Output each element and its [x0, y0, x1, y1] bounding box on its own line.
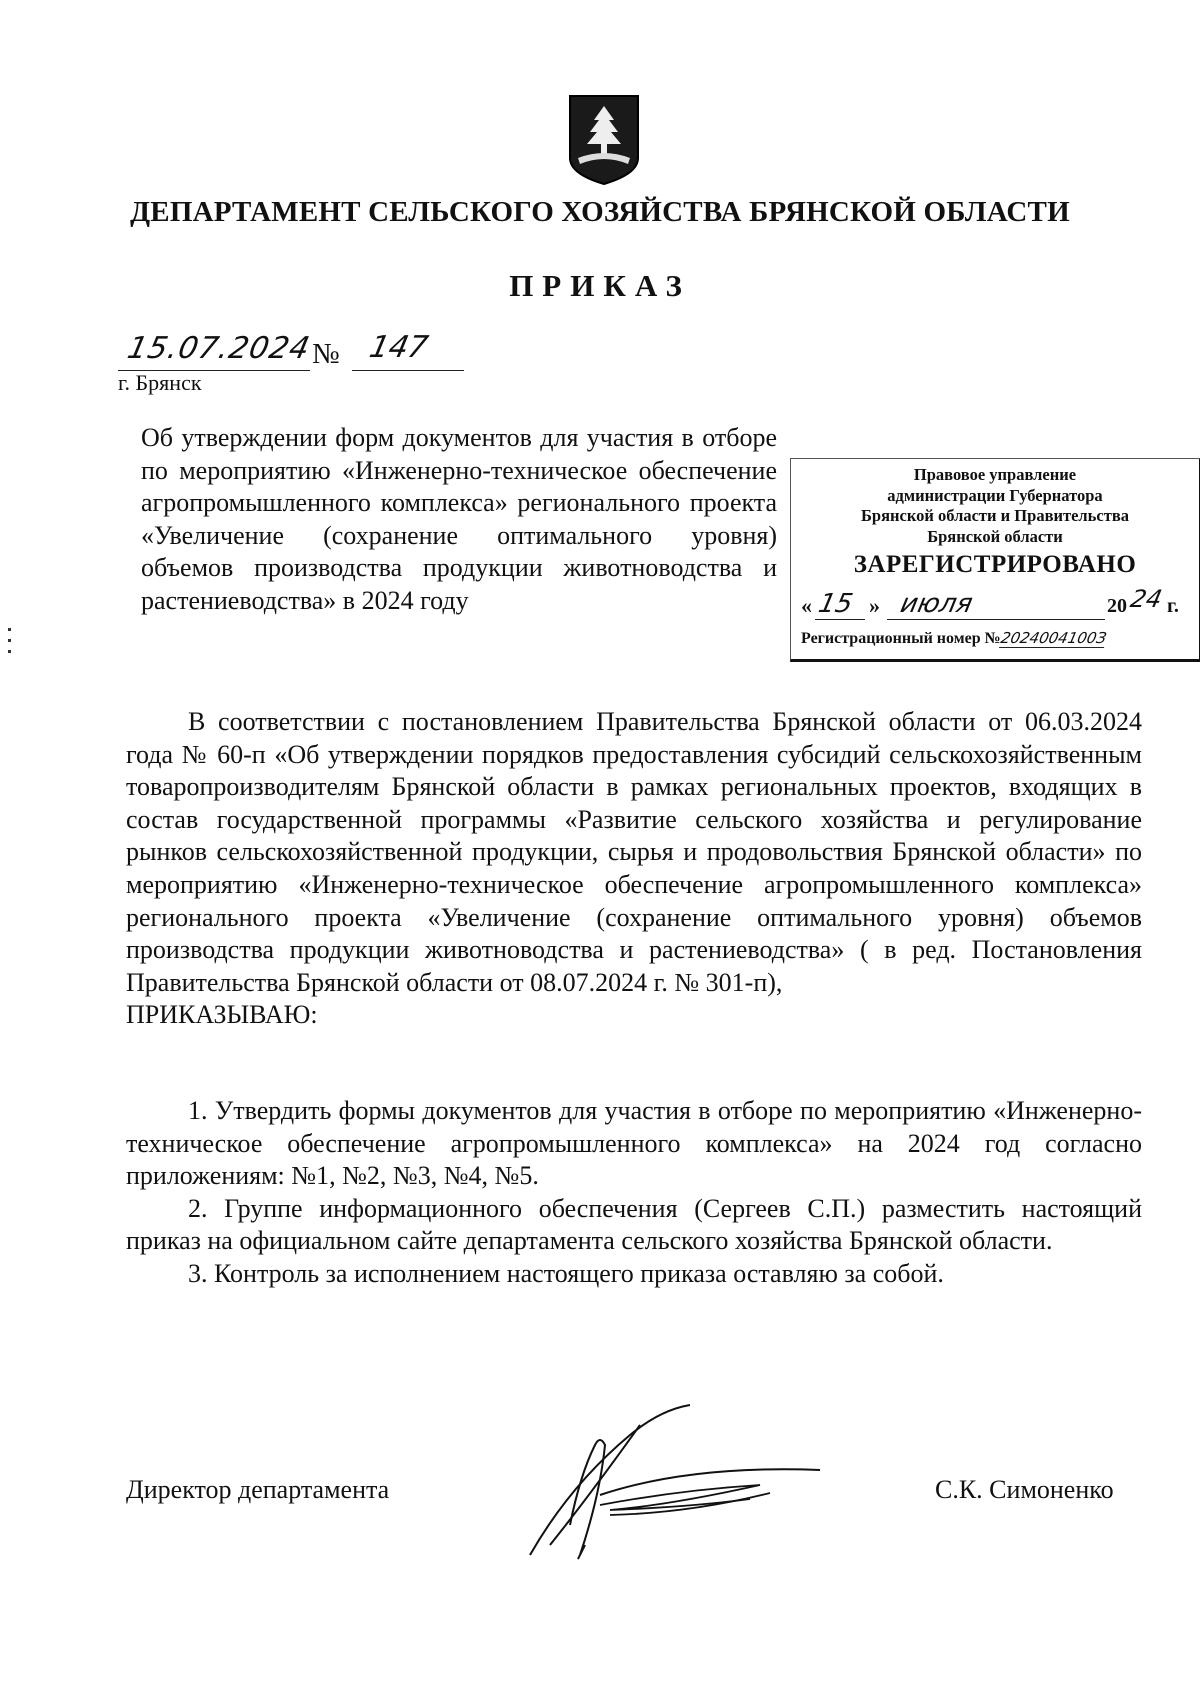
order-item: 1. Утвердить формы документов для участия в отборе по мероприятию «Инженерно-техническое обеспечение агропромышленного комплекса» на 2024 год согласно приложениям: №1, №2, №3, №4, №5.	[126, 1096, 1142, 1191]
stamp-registration-number: Регистрационный номер №2024004100З	[801, 629, 1108, 647]
city: г. Брянск	[118, 370, 202, 395]
stamp-registered: ЗАРЕГИСТРИРОВАНО	[853, 551, 1137, 578]
order-item: 2. Группе информационного обеспечения (Сергеев С.П.) разместить настоящий приказ на официальном сайте департамента сельского хозяйства Брянской области.	[126, 1193, 1142, 1256]
department-name: ДЕПАРТАМЕНТ СЕЛЬСКОГО ХОЗЯЙСТВА БРЯНСКОЙ ОБЛАСТИ	[130, 196, 1070, 228]
stamp-year: 24	[1128, 585, 1165, 613]
order-number-label: №	[312, 338, 340, 370]
preamble: В соответствии с постановлением Правительства Брянской области от 06.03.2024 года № 60-п «Об утверждении порядков предоставления субсидий сельскохозяйственным товаропроизводителям Брянской области в рамках региональных проектов, входящих в состав государственной программы «Развитие сельского хозяйства и регулирование рынков сельскохозяйственной продукции, сырья и продовольствия Брянской области» по мероприятию «Инженерно-техническое обеспечение агропромышленного комплекса» регионального проекта «Увеличение (сохранение оптимального уровня) объемов производства продукции животноводства и растениеводства» ( в ред. Постановления Правительства Брянской области от 08.07.2024 г. № 301-п),	[126, 707, 1142, 997]
handwritten-signature	[510, 1395, 850, 1575]
signatory-position: Директор департамента	[126, 1475, 390, 1504]
document-type: ПРИКАЗ	[509, 268, 691, 303]
order-word: ПРИКАЗЫВАЮ:	[126, 1000, 318, 1030]
stamp-day: 15	[815, 589, 856, 619]
margin-mark	[8, 628, 12, 658]
order-date: 15.07.2024	[124, 331, 314, 366]
stamp-date: « 15 » июля 20 24 г.	[801, 585, 1179, 619]
signatory-name: С.К. Симоненко	[935, 1475, 1114, 1504]
order-item: 3. Контроль за исполнением настоящего приказа оставляю за собой.	[188, 1258, 944, 1288]
registration-stamp	[790, 458, 1200, 662]
order-body	[126, 706, 1142, 1032]
order-items	[126, 1095, 1142, 1291]
order-number: 147	[366, 330, 431, 365]
stamp-authority: Правовое управление администрации Губернатора Брянской области и Правительства Брянской области	[861, 465, 1129, 546]
coat-of-arms-icon	[566, 94, 642, 186]
stamp-month: июля	[897, 589, 976, 619]
order-subject: Об утверждении форм документов для участия в отборе по мероприятию «Инженерно-техническое обеспечение агропромышленного комплекса» регионального проекта «Увеличение (сохранение оптимального уровня) объемов производства продукции животноводства и растениеводства» в 2024 году	[141, 423, 777, 615]
